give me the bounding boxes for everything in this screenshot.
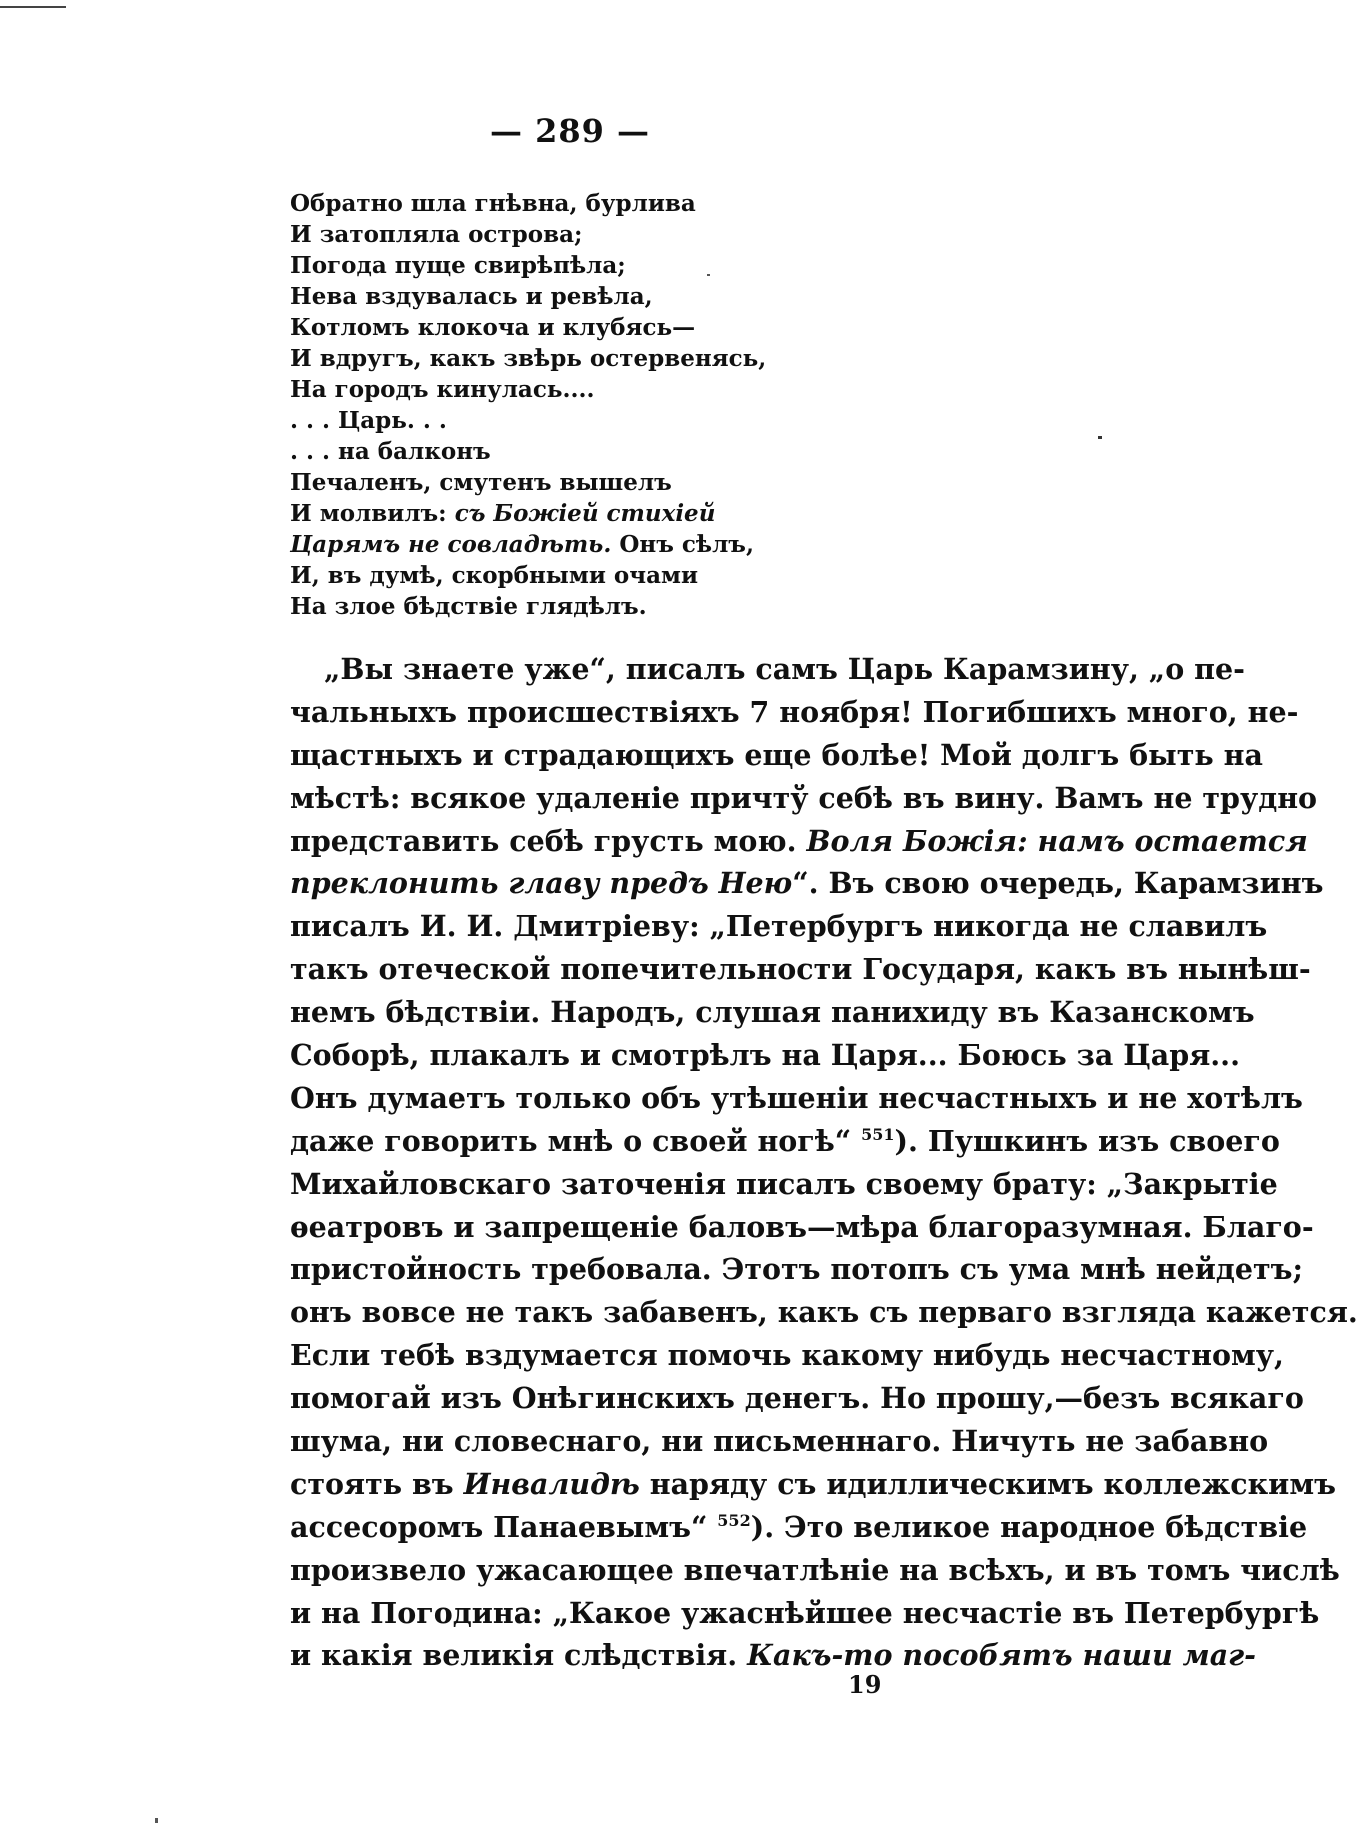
text-segment: “. Въ свою очередь, Карамзинъ (792, 866, 1324, 901)
text-segment: стоять въ (290, 1466, 464, 1501)
poem-line: Обратно шла гнѣвна, бурлива (290, 190, 696, 217)
poem-line: Нева вздувалась и ревѣла, (290, 283, 653, 310)
text-line: и на Погодина: „Какое ужаснѣйшее несчастіе въ Петербургѣ (290, 1595, 1320, 1630)
poem-line: . . . Царь. . . (290, 407, 447, 434)
text-line: щастныхъ и страдающихъ еще болѣе! Мой долгъ быть на (290, 737, 1263, 772)
poem-text: Онъ сѣлъ, (611, 531, 754, 558)
poem-line: На городъ кинулась.... (290, 376, 595, 403)
text-line: произвело ужасающее впечатлѣніе на всѣхъ, и въ томъ числѣ (290, 1552, 1340, 1587)
poem-line (290, 529, 850, 560)
text-line (290, 1506, 1308, 1549)
text-line: „Вы знаете уже“, писалъ самъ Царь Карамзину, „о пе- (324, 652, 1245, 686)
footnote-ref: 551 (861, 1124, 895, 1144)
poem-italic-text: съ Божіей стихіей (454, 500, 716, 527)
footnote-ref: 552 (717, 1510, 751, 1530)
italic-text: Какъ-то пособятъ наши маг- (747, 1638, 1257, 1673)
text-segment: представить себѣ грусть мою. (290, 823, 807, 858)
italic-text: Инвалидѣ (463, 1466, 640, 1501)
body-paragraph (290, 648, 1358, 1677)
text-segment: ). Это великое народное бѣдствіе (750, 1509, 1308, 1544)
text-line: Если тебѣ вздумается помочь какому нибудь несчастному, (290, 1338, 1284, 1373)
text-line: Соборѣ, плакалъ и смотрѣлъ на Царя... Боюсь за Царя... (290, 1038, 1241, 1073)
text-line: Михайловскаго заточенія писалъ своему брату: „Закрытіе (290, 1166, 1278, 1201)
poem-line: И, въ думѣ, скорбными очами (290, 562, 699, 589)
text-line: Онъ думаетъ только объ утѣшеніи несчастныхъ и не хотѣлъ (290, 1080, 1303, 1115)
text-line (290, 1463, 1336, 1506)
text-line (290, 862, 1324, 905)
poem-line (290, 498, 850, 529)
poem-line: Печаленъ, смутенъ вышелъ (290, 469, 672, 496)
text-line: онъ вовсе не такъ забавенъ, какъ съ перваго взгляда кажется. (290, 1295, 1358, 1330)
text-line: пристойность требовала. Этотъ потопъ съ ума мнѣ нейдетъ; (290, 1252, 1304, 1287)
italic-text: Воля Божія: намъ остается (806, 823, 1308, 858)
poem-quote (290, 188, 850, 622)
poem-line: На злое бѣдствіе глядѣлъ. (290, 593, 647, 620)
poem-line: . . . на балконъ (290, 438, 491, 465)
text-segment: даже говорить мнѣ о своей ногѣ“ (290, 1123, 862, 1158)
poem-line: И вдругъ, какъ звѣрь остервенясь, (290, 345, 767, 372)
text-line (290, 820, 1308, 863)
text-line: чальныхъ происшествіяхъ 7 ноября! Погибшихъ много, не- (290, 694, 1299, 729)
text-line (290, 1634, 1257, 1677)
text-line: мѣстѣ: всякое удаленіе причтў себѣ въ вину. Вамъ не трудно (290, 780, 1318, 815)
text-segment: ассесоромъ Панаевымъ“ (290, 1509, 718, 1544)
print-speck (1098, 436, 1102, 439)
text-line: ѳеатровъ и запрещеніе баловъ—мѣра благоразумная. Благо- (290, 1209, 1314, 1244)
poem-line: И затопляла острова; (290, 221, 583, 248)
print-speck (155, 1818, 158, 1823)
poem-line: Погода пуще свирѣпѣла; (290, 252, 626, 279)
poem-line: Котломъ клокоча и клубясь— (290, 314, 696, 341)
poem-italic-text: Царямъ не совладѣть. (290, 531, 612, 558)
text-segment: ). Пушкинъ изъ своего (894, 1123, 1280, 1158)
top-edge-rule (0, 6, 66, 8)
text-line: писалъ И. И. Дмитріеву: „Петербургъ никогда не славилъ (290, 909, 1268, 944)
italic-text: преклонить главу предъ Нею (290, 866, 793, 901)
poem-text: И молвилъ: (290, 500, 455, 527)
text-line (290, 1120, 1280, 1163)
text-segment: наряду съ идиллическимъ коллежскимъ (639, 1466, 1336, 1501)
text-line: шума, ни словеснаго, ни письменнаго. Ничуть не забавно (290, 1424, 1269, 1459)
text-segment: и какія великія слѣдствія. (290, 1638, 748, 1673)
signature-mark: 19 (848, 1670, 882, 1699)
page-number: — 289 — (489, 112, 651, 150)
text-line: такъ отеческой попечительности Государя, какъ въ нынѣш- (290, 952, 1311, 987)
text-line: помогай изъ Онѣгинскихъ денегъ. Но прошу,—безъ всякаго (290, 1381, 1304, 1416)
text-line: немъ бѣдствіи. Народъ, слушая панихиду въ Казанскомъ (290, 995, 1255, 1030)
